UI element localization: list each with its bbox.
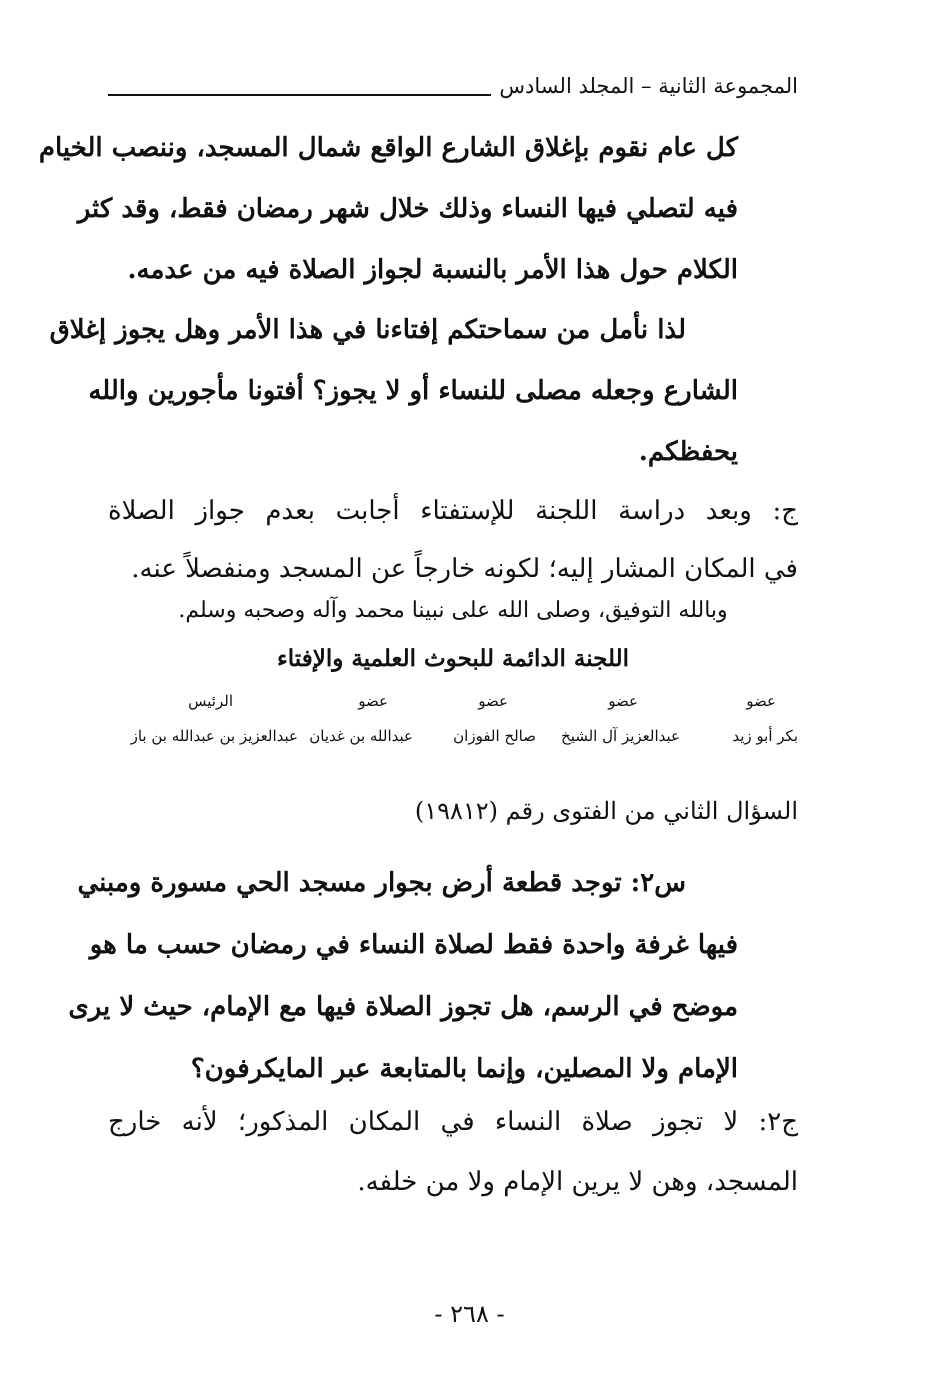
answer2 (108, 1092, 798, 1212)
signatory-name: صالح الفوزان (453, 727, 536, 745)
answer1-line: ج: وبعد دراسة اللجنة للإستفتاء أجابت بعدم جواز الصلاة (108, 496, 798, 526)
answer1-line: في المكان المشار إليه؛ لكونه خارجاً عن المسجد ومنفصلاً عنه. (131, 554, 798, 584)
question2-line: الإمام ولا المصلين، وإنما بالمتابعة عبر المايكرفون؟ (190, 1054, 738, 1084)
question2-line: فيها غرفة واحدة فقط لصلاة النساء في رمضان حسب ما هو (89, 930, 738, 960)
header-rule (108, 94, 528, 96)
answer2-line: ج٢: لا تجوز صلاة النساء في المكان المذكور؛ لأنه خارج (108, 1107, 798, 1137)
closing-line: وبالله التوفيق، وصلى الله على نبينا محمد وآله وصحبه وسلم. (178, 598, 728, 623)
running-header (108, 72, 798, 112)
question1-request-line: يحفظكم. (638, 437, 738, 467)
signatory-name: عبدالعزيز آل الشيخ (561, 727, 680, 745)
signatory-role: عضو (358, 692, 388, 710)
signatory-name: بكر أبو زيد (732, 727, 798, 745)
answer1 (108, 482, 798, 598)
question1-request-line: لذا نأمل من سماحتكم إفتاءنا في هذا الأمر وهل يجوز إغلاق (49, 315, 686, 345)
question1-line: فيه لتصلي فيها النساء وذلك خلال شهر رمضان فقط، وقد كثر (77, 194, 738, 224)
question1-line: كل عام نقوم بإغلاق الشارع الواقع شمال المسجد، وننصب الخيام (38, 133, 738, 163)
question1-request-line: الشارع وجعله مصلى للنساء أو لا يجوز؟ أفتونا مأجورين والله (88, 376, 738, 406)
header-title: المجموعة الثانية – المجلد السادس (491, 74, 798, 98)
question2 (68, 852, 738, 1100)
signatory-name: عبدالعزيز بن عبدالله بن باز (130, 727, 298, 745)
committee-title: اللجنة الدائمة للبحوث العلمية والإفتاء (276, 645, 630, 672)
signatory-role: عضو (608, 692, 638, 710)
signatory-names (108, 727, 798, 751)
signatory-role: الرئيس (188, 692, 233, 710)
page-number: - ٢٦٨ - (434, 1300, 505, 1328)
question1-request (49, 300, 738, 483)
answer2-line: المسجد، وهن لا يرين الإمام ولا من خلفه. (357, 1167, 798, 1197)
question1-tail (38, 118, 738, 301)
question2-line: موضح في الرسم، هل تجوز الصلاة فيها مع الإمام، حيث لا يرى (68, 992, 738, 1022)
question1-line: الكلام حول هذا الأمر بالنسبة لجواز الصلاة فيه من عدمه. (127, 255, 738, 285)
signatory-name: عبدالله بن غديان (309, 727, 413, 745)
signatory-role: عضو (746, 692, 776, 710)
question2-heading: السؤال الثاني من الفتوى رقم (١٩٨١٢) (414, 797, 798, 825)
question2-line: س٢: توجد قطعة أرض بجوار مسجد الحي مسورة ومبني (77, 868, 686, 898)
signatory-role: عضو (478, 692, 508, 710)
signatory-roles (108, 692, 798, 716)
